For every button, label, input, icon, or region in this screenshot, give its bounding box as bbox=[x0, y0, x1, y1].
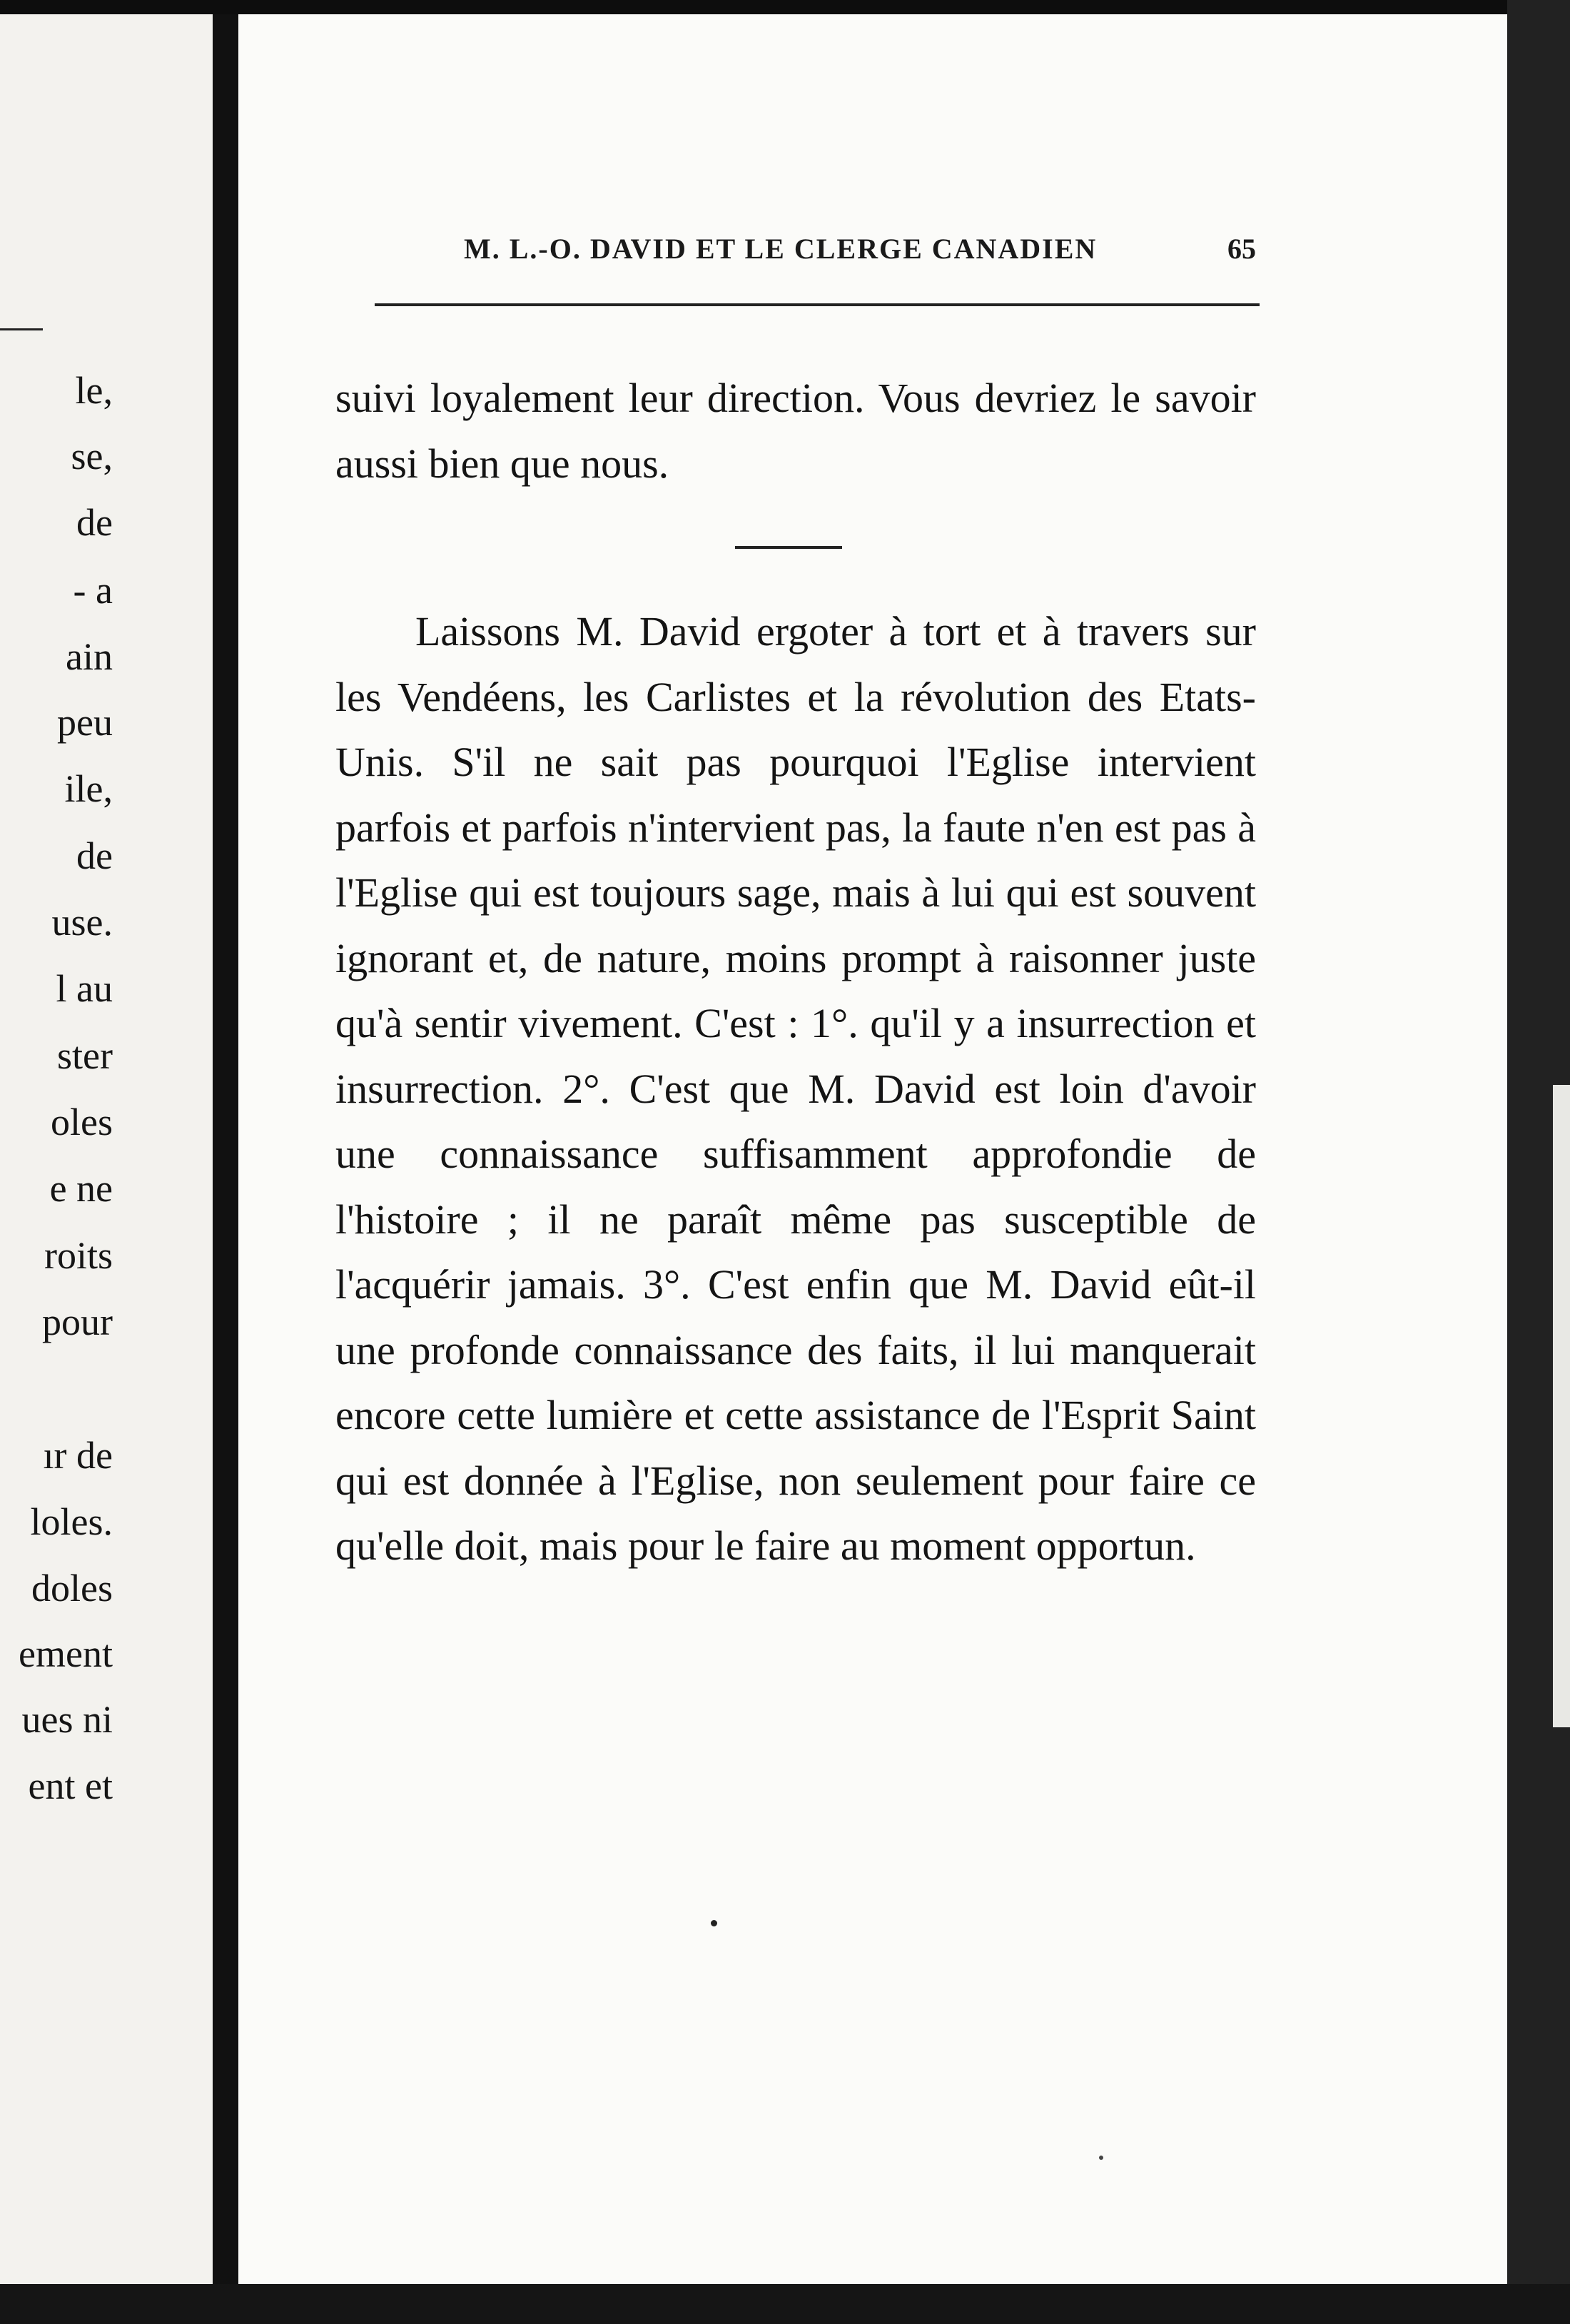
facing-page-left bbox=[0, 14, 213, 2284]
facing-page-line: se, bbox=[71, 435, 113, 478]
facing-page-line: l au bbox=[56, 967, 113, 1010]
facing-page-line: - a bbox=[73, 569, 113, 612]
facing-page-line: de bbox=[76, 834, 113, 877]
header-rule bbox=[375, 303, 1260, 306]
facing-page-line: pour bbox=[42, 1300, 113, 1343]
scan-top-border bbox=[0, 0, 1570, 16]
body-text bbox=[335, 365, 1256, 1579]
facing-page-line: peu bbox=[57, 701, 113, 744]
running-title: M. L.-O. DAVID ET LE CLERGE CANADIEN bbox=[464, 233, 1098, 265]
section-separator bbox=[735, 546, 842, 549]
ink-dot bbox=[711, 1920, 717, 1926]
paragraph-continued: suivi loyalement leur direction. Vous devriez le savoir aussi bien que nous. bbox=[335, 375, 1256, 487]
facing-page-line: ues ni bbox=[21, 1698, 113, 1741]
book-gutter bbox=[213, 14, 238, 2324]
facing-page-line: loles. bbox=[30, 1500, 113, 1543]
facing-page-line: ent et bbox=[28, 1764, 113, 1807]
facing-page-line: ster bbox=[57, 1034, 113, 1077]
scan-bottom-border bbox=[0, 2284, 1570, 2324]
ink-speck bbox=[1099, 2156, 1103, 2160]
facing-page-line: ır de bbox=[43, 1434, 113, 1477]
facing-page-line: le, bbox=[75, 369, 113, 412]
paragraph: Laissons M. David ergoter à tort et à travers sur les Vendéens, les Carlistes et la révolution des Etats-Unis. S'il ne sait pas pourquoi l'Eglise intervient parfois et parfois n'intervient pas, la faute n'en est pas à l'Eglise qui est toujours sage, mais à lui qui est souvent ignorant et, de nature, moins prompt à raisonner juste qu'à sentir vivement. C'est : 1°. qu'il y a insurrection et insurrection. 2°. C'est que M. David est loin d'avoir une connaissance suffisamment approfondie de l'histoire ; il ne paraît même pas susceptible de l'acquérir jamais. 3°. C'est enfin que M. David eût-il une profonde connaissance des faits, il lui manquerait encore cette lumière et cette assistance de l'Esprit Saint qui est donnée à l'Eglise, non seulement pour faire ce qu'elle doit, mais pour le faire au moment opportun. bbox=[335, 608, 1256, 1569]
facing-page-rule bbox=[0, 328, 43, 330]
facing-page-line: ement bbox=[19, 1632, 113, 1675]
facing-page-line: de bbox=[76, 501, 113, 544]
facing-page-line: e ne bbox=[49, 1167, 113, 1210]
facing-page-line: doles bbox=[31, 1567, 113, 1610]
facing-page-line: use. bbox=[51, 901, 113, 944]
facing-page-line: roits bbox=[44, 1234, 113, 1277]
facing-page-line: ain bbox=[66, 635, 113, 678]
page-edge-strip bbox=[1553, 1085, 1570, 1727]
facing-page-line: oles bbox=[51, 1101, 113, 1143]
page-number: 65 bbox=[1227, 233, 1256, 265]
facing-page-line: ile, bbox=[64, 767, 113, 810]
